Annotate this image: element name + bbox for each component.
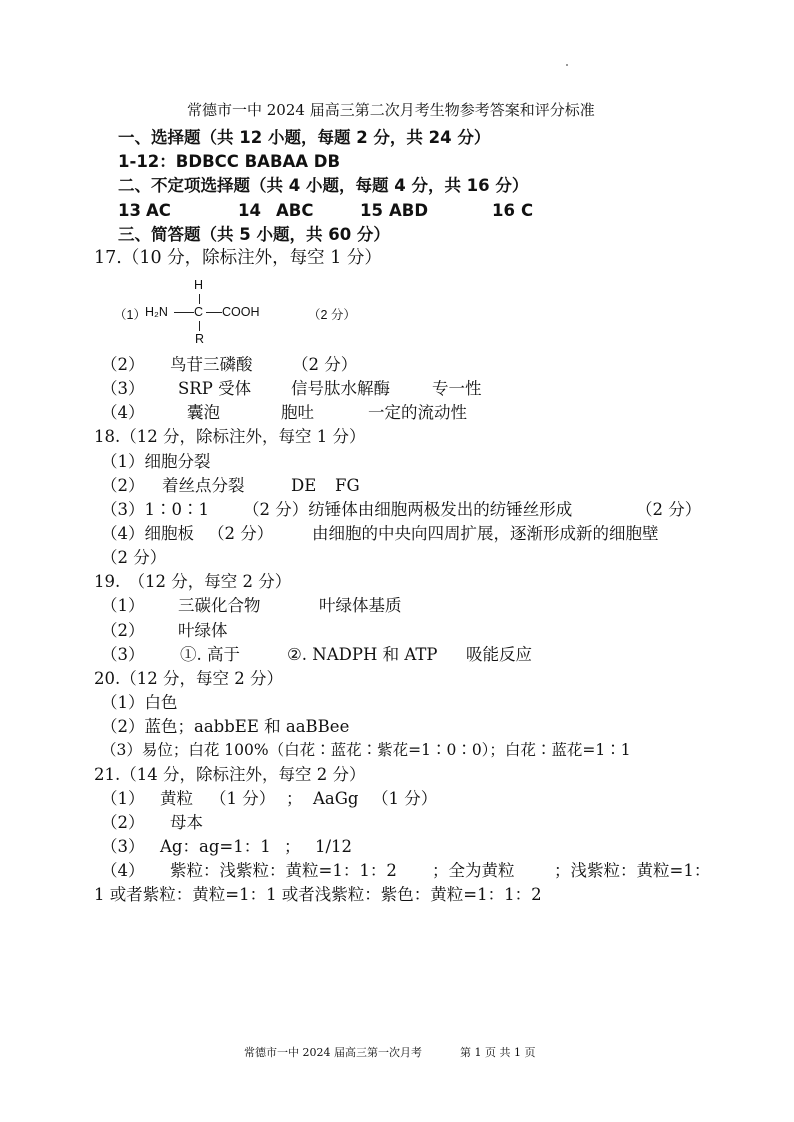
q19-heading: 19. （12 分，每空 2 分） (94, 572, 292, 591)
q18-heading: 18.（12 分，除标注外，每空 1 分） (94, 427, 366, 446)
page-title: 常德市一中 2024 届高三第二次月考生物参考答案和评分标准 (187, 101, 595, 119)
answer-sheet-page: 常德市一中 2024 届高三第二次月考生物参考答案和评分标准 一、选择题（共 12 小题，每题 2 分，共 24 分） 1-12：BDBCC BABAA DB 二、不定项选择题（共 4 小题，每题 4 分，共 16 分） 13 AC 14 ABC 15 ABD 16 C 三、简答题（共 5 小题，共 60 分） 17.（10 分，除标注外，每空 1 分） （1） H H₂N C COOH R （2 分） （2） 鸟苷三磷酸 （2 分） （3） SRP 受体 信号肽水解酶 专一性 （4） 囊泡 胞吐 一定的流动性 18.（12 分，除标注外，每空 1 分） （1）细胞分裂 （2） 着丝点分裂 DE FG （3）1∶0∶1 （2 分）纺锤体由细胞两极发出的纺锤丝形成 （2 分） （4）细胞板 （2 分） 由细胞的中央向四周扩展，逐渐形成新的细胞壁 （2 分） 19. （12 分，每空 2 分） （1） 三碳化合物 叶绿体基质 （2） 叶绿体 （3） ①. 高于 ②. NADPH 和 ATP 吸能反应 20.（12 分，每空 2 分） （1）白色 （2）蓝色；aabbEE 和 aaBBee （3）易位；白花 100%（白花∶蓝花∶紫花=1∶0∶0）；白花∶蓝花=1∶1 21.（14 分，除标注外，每空 2 分） （1） 黄粒 （1 分） ； AaGg （1 分） （2） 母本 （3） Ag：ag=1：1 ； 1/12 （4） 紫粒：浅紫粒：黄粒=1：1：2 ；全为黄粒 ；浅紫粒：黄粒=1： 1 或者紫粒：黄粒=1：1 或者浅紫粒：紫色：黄粒=1：1：2 常德市一中 2024 届高三第一次月考 第 1 页 共 1 页 (0, 0, 794, 1122)
q18-part1: （1）细胞分裂 (101, 452, 211, 471)
answer-15: ABD (389, 201, 429, 220)
q20-part3: （3）易位；白花 100%（白花∶蓝花∶紫花=1∶0∶0）；白花∶蓝花=1∶1 (101, 741, 631, 759)
amino-acid-structure (114, 278, 374, 350)
q20-part1: （1）白色 (101, 693, 178, 712)
q18-part4-score: （2 分） (101, 548, 167, 567)
q20-part2: （2）蓝色；aabbEE 和 aaBBee (101, 717, 350, 736)
struct-h-top: H (194, 278, 204, 292)
footer-page-number: 第 1 页 共 1 页 (460, 1046, 536, 1059)
answer-13-num: 13 (118, 201, 141, 220)
q20-heading: 20.（12 分，每空 2 分） (94, 669, 283, 688)
bond-left (174, 312, 194, 313)
bond-right (206, 312, 222, 313)
answer-15-num: 15 (360, 201, 383, 220)
q21-part4-cont: 1 或者紫粒：黄粒=1：1 或者浅紫粒：紫色：黄粒=1：1：2 (94, 885, 542, 904)
answer-14-num: 14 (238, 201, 261, 220)
q21-heading: 21.（14 分，除标注外，每空 2 分） (94, 765, 366, 784)
struct-alpha-carbon: C (194, 305, 204, 319)
footer-exam-name: 常德市一中 2024 届高三第一次月考 (244, 1046, 422, 1059)
bond-bottom (199, 321, 200, 331)
q17-heading: 17.（10 分，除标注外，每空 1 分） (94, 248, 382, 268)
struct-r-group: R (195, 332, 205, 346)
q17-p1-label: （1） (114, 308, 146, 322)
answer-13: AC (146, 201, 171, 220)
answer-16: C (521, 201, 534, 220)
answer-14: ABC (276, 201, 314, 220)
section3-heading: 三、简答题（共 5 小题，共 60 分） (118, 225, 390, 244)
bond-top (199, 294, 200, 304)
struct-score: （2 分） (308, 308, 356, 322)
struct-amino-group: H₂N (145, 305, 168, 319)
scan-speck (566, 64, 568, 66)
section1-heading: 一、选择题（共 12 小题，每题 2 分，共 24 分） (118, 128, 491, 147)
section2-heading: 二、不定项选择题（共 4 小题，每题 4 分，共 16 分） (118, 176, 529, 195)
section1-answers: 1-12：BDBCC BABAA DB (118, 152, 341, 171)
struct-carboxyl-group: COOH (222, 305, 260, 319)
answer-16-num: 16 (492, 201, 515, 220)
